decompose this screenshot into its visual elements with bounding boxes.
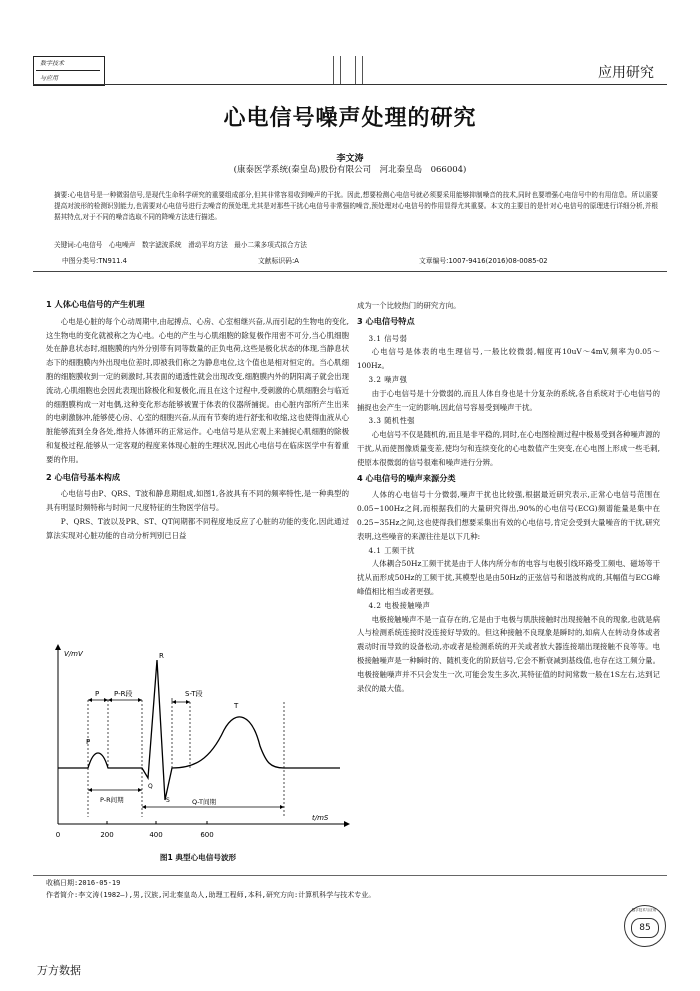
label-pr-interval: P-R间期 (100, 796, 124, 804)
subsection-heading: 3.3 随机性强 (368, 416, 415, 426)
label-p-top: P (95, 690, 100, 698)
section-heading-2: 2 心电信号基本构成 (46, 471, 121, 482)
label-qt-interval: Q-T间期 (192, 798, 217, 806)
watermark: 万方数据 (37, 964, 81, 977)
affiliation: (康泰医学系统(秦皇岛)股份有限公司 河北秦皇岛 066004) (233, 165, 467, 175)
right-column (357, 299, 660, 695)
logo-text-top: 数字技术 (40, 60, 65, 67)
header-rule (33, 84, 667, 85)
ecg-trace (58, 660, 340, 800)
header-bar (362, 56, 363, 84)
subsection-heading: 4.1 工频干扰 (368, 545, 415, 555)
x-axis-arrow (344, 821, 350, 827)
label-p-wave: P (86, 738, 91, 746)
section-label: 应用研究 (598, 65, 654, 81)
paragraph: 心电信号由P、QRS、T波和静息期组成,如图1,各波具有不同的频率特性,是一种典型的具有明显时频特称与时间一尺度特征的生物医学信号。 (46, 489, 349, 513)
tick-label: 200 (100, 831, 114, 839)
paragraph: 由于心电信号是十分微弱的,而且人体自身也是十分复杂的系统,各自系统对于心电信号的捕捉也会产生一定的影响,因此信号容易受到噪声干扰。 (357, 388, 660, 412)
author-bio: 作者简介:李文涛(1982—),男,汉族,河北秦皇岛人,助理工程师,本科,研究方向:计算机科学与技术专业。 (46, 891, 376, 899)
header-bar (355, 56, 356, 84)
section-heading-4: 4 心电信号的噪声来源分类 (357, 472, 456, 483)
section-heading-3: 3 心电信号特点 (357, 315, 415, 326)
label-st-segment: S-T段 (185, 690, 203, 698)
interval-arrowheads (88, 698, 284, 809)
keywords: 关键词:心电信号 心电噪声 数字滤波系统 滑动平均方法 最小二乘多项式拟合方法 (54, 241, 307, 249)
label-r-wave: R (159, 652, 164, 660)
section-heading-1: 1 人体心电信号的产生机理 (46, 299, 145, 309)
tick-label: 400 (149, 831, 163, 839)
label-s-wave: S (166, 797, 170, 804)
label-t-wave: T (234, 702, 239, 710)
paragraph: 人体耦合50Hz工频干扰是由于人体内所分布的电容与电极引线环路受工频电、磁场等干扰从而形成50Hz的工频干扰,其模型也是由50Hz的正弦信号和谐波构成的,其幅值与ECG峰峰值相比相当或者更强。 (357, 559, 660, 596)
ecg-waveform-figure (44, 642, 352, 842)
page-number: 85 (631, 918, 659, 938)
paragraph: 人体的心电信号十分微弱,噪声干扰也比较强,根据最近研究表示,正常心电信号范围在0.05~100Hz之间,而根据我们的大量研究得出,90%的心电信号(ECG)频谱能量是集中在0.25~35Hz之间,这也使得我们想要采集出有效的心电信号,肯定会受到大量噪音的干扰,研究表明,这些噪音的来源往往是以下几种: (357, 490, 660, 541)
header-bar (333, 56, 334, 84)
header-bar (340, 56, 341, 84)
paragraph: 电极接触噪声不是一直存在的,它是由于电极与肌肤接触时出现接触不良的现象,也就是病人与检测系统连接时没连接好导致的。但这种接触不良现象是瞬时的,如病人在转动身体或者震动时而导致的设备松动,亦或者是检测系统的开关或者放大器连接端出现接触不良等等。电极接触噪声是一种瞬时的、随机变化的阶跃信号,它会不断衰减到基线值,也存在这工频分量。电极接触噪声并不只会发生一次,可能会发生多次,其特征值的时间常数一般在1S左右,达到记录仪的最大值。 (357, 614, 660, 693)
footnote-rule (33, 875, 667, 876)
label-pr-segment: P-R段 (114, 690, 133, 698)
label-q-wave: Q (148, 783, 153, 790)
left-column (46, 296, 349, 543)
y-axis-label: V/mV (64, 650, 83, 658)
subsection-heading: 3.2 噪声强 (368, 374, 408, 384)
abstract: 摘要:心电信号是一种微弱信号,是现代生命科学研究的重要组成部分,但其非常容易收到噪声的干扰。因此,想要检测心电信号就必须要采用能够抑制噪音的技术,同时也要增强心电信号中的有用信息。所以需要提高对波形的检测识别能力,也需要对心电信号进行去噪音的预处理,尤其是对那些干扰心电信号非常强的噪音,预处理对心电信号的作用显得尤其重要。本文的主要目的是针对心电信号的原理进行详细分析,并根据其特点,对于不同的噪音选取不同的降噪方法进行描述。 (54, 191, 658, 221)
tick-label: 600 (200, 831, 214, 839)
document-code: 文献标识码:A (258, 257, 299, 265)
logo-divider (36, 70, 100, 71)
paragraph: P、QRS、T波以及PR、ST、QT间期都不同程度地反应了心脏的功能的变化,因此通过算法实现对心脏功能的自动分析判别已日益 (46, 516, 349, 540)
x-axis-label: t/mS (312, 814, 329, 822)
subsection-heading: 3.1 信号弱 (368, 333, 408, 343)
paragraph: 心电信号不仅是随机的,而且是非平稳的,同时,在心电图检测过程中极易受到各种噪声源的干扰,从而使图像质量变差,使均匀和连续变化的心电数值产生突变,在心电图上形成一些毛刺,使原本很微弱的信号很难和噪声进行分辨。 (357, 430, 660, 467)
clc-number: 中图分类号:TN911.4 (62, 257, 127, 265)
author: 李文涛 (336, 154, 364, 164)
logo-text-bottom: 与应用 (40, 75, 59, 82)
paragraph: 成为一个比较热门的研究方向。 (357, 301, 461, 310)
paragraph: 心电是心脏的每个心动周期中,由起搏点、心房、心室相继兴奋,从而引起的生物电的变化,这生物电的变化就被称之为心电。心电的产生与心肌细胞的除复极作用密不可分,当心肌细胞处在静息状态时,细胞膜的内外分别带有同等数量的正负电荷,这些是极化状态的体现,当静息状态下的细胞膜内外出现电位差时,即被我们称之为静息电位,这个值也是相对恒定的。当心肌细胞的细胞膜收到一定的刺激时,其表面的通透性就会出现改变,细胞膜内外的阴阳离子就会出现流动,心肌细胞也会因此表现出除极化和复极化,而且在这个过程中,受刺激的心肌细胞会与临近的细胞膜构成一对电偶,这种变化形态能够被置于体表的仪器所捕捉。由心脏内部所产生出来的电刺激脉冲,能够使心房、心室的细胞兴奋,从而有节奏的进行舒张和收缩,这也使得血液从心脏能够流到全身各处,维持人体循环的正常运作。心电信号是从宏观上来捕捉心肌细胞的除极和复极过程,能够从一定客观的程度来体现心脏的生理状况,因此心电信号在临床医学中有着重要的作用。 (46, 316, 349, 464)
subsection-heading: 4.2 电极接触噪声 (368, 600, 431, 610)
tick-label: 0 (55, 831, 61, 839)
received-date: 收稿日期:2016-05-19 (46, 879, 121, 887)
paper-title: 心电信号噪声处理的研究 (223, 105, 477, 131)
body-rule (33, 271, 667, 272)
y-axis-arrow (55, 644, 61, 650)
figure-caption: 图1 典型心电信号波形 (159, 853, 237, 862)
paragraph: 心电信号是体表的电生理信号,一般比较微弱,幅度再10uV～4mV,频率为0.05～100Hz。 (357, 347, 660, 371)
page-badge-ring-text: 数字技术与应用 (631, 908, 657, 912)
article-number: 文章编号:1007-9416(2016)08-0085-02 (419, 257, 548, 265)
interval-markers (88, 698, 284, 807)
